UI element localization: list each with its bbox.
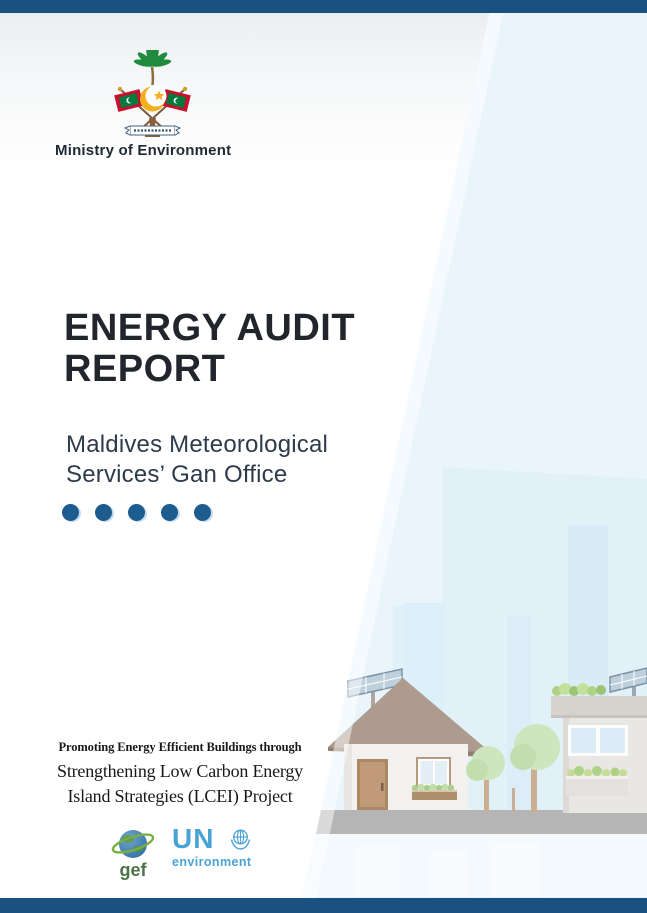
report-title-line2: REPORT bbox=[64, 348, 226, 390]
report-subtitle-line2: Services’ Gan Office bbox=[66, 461, 288, 488]
palm-tree-icon bbox=[133, 50, 171, 68]
decorative-dot bbox=[95, 504, 112, 521]
gef-label: gef bbox=[119, 860, 147, 880]
project-line2: Strengthening Low Carbon Energy bbox=[57, 761, 303, 781]
decorative-dot bbox=[128, 504, 145, 521]
report-title bbox=[64, 308, 355, 390]
report-subtitle bbox=[66, 430, 328, 490]
un-label: UN bbox=[172, 823, 215, 854]
project-title-block bbox=[25, 740, 335, 809]
report-title-line1: ENERGY AUDIT bbox=[64, 307, 356, 349]
green-roof-building-illustration bbox=[551, 668, 647, 813]
project-line1: Promoting Energy Efficient Buildings through bbox=[58, 740, 302, 754]
un-environment-label: environment bbox=[172, 855, 252, 869]
un-environment-logo bbox=[172, 823, 262, 869]
gef-logo-icon bbox=[108, 818, 158, 882]
maldives-emblem-icon bbox=[105, 50, 200, 138]
scroll-banner-icon bbox=[125, 126, 180, 135]
lower-light-strip bbox=[303, 834, 647, 897]
decorative-dot bbox=[194, 504, 211, 521]
decorative-dot bbox=[62, 504, 79, 521]
un-emblem-icon bbox=[228, 827, 253, 852]
ground-strip bbox=[316, 810, 647, 834]
faint-buildings bbox=[355, 842, 540, 897]
project-line3: Island Strategies (LCEI) Project bbox=[67, 786, 293, 806]
decorative-dot bbox=[161, 504, 178, 521]
bottom-navy-bar bbox=[0, 898, 647, 913]
dot-row bbox=[62, 504, 227, 521]
ministry-label: Ministry of Environment bbox=[55, 142, 232, 159]
report-subtitle-line1: Maldives Meteorological bbox=[66, 431, 329, 458]
top-navy-bar bbox=[0, 0, 647, 13]
flag-left-icon bbox=[114, 89, 143, 112]
